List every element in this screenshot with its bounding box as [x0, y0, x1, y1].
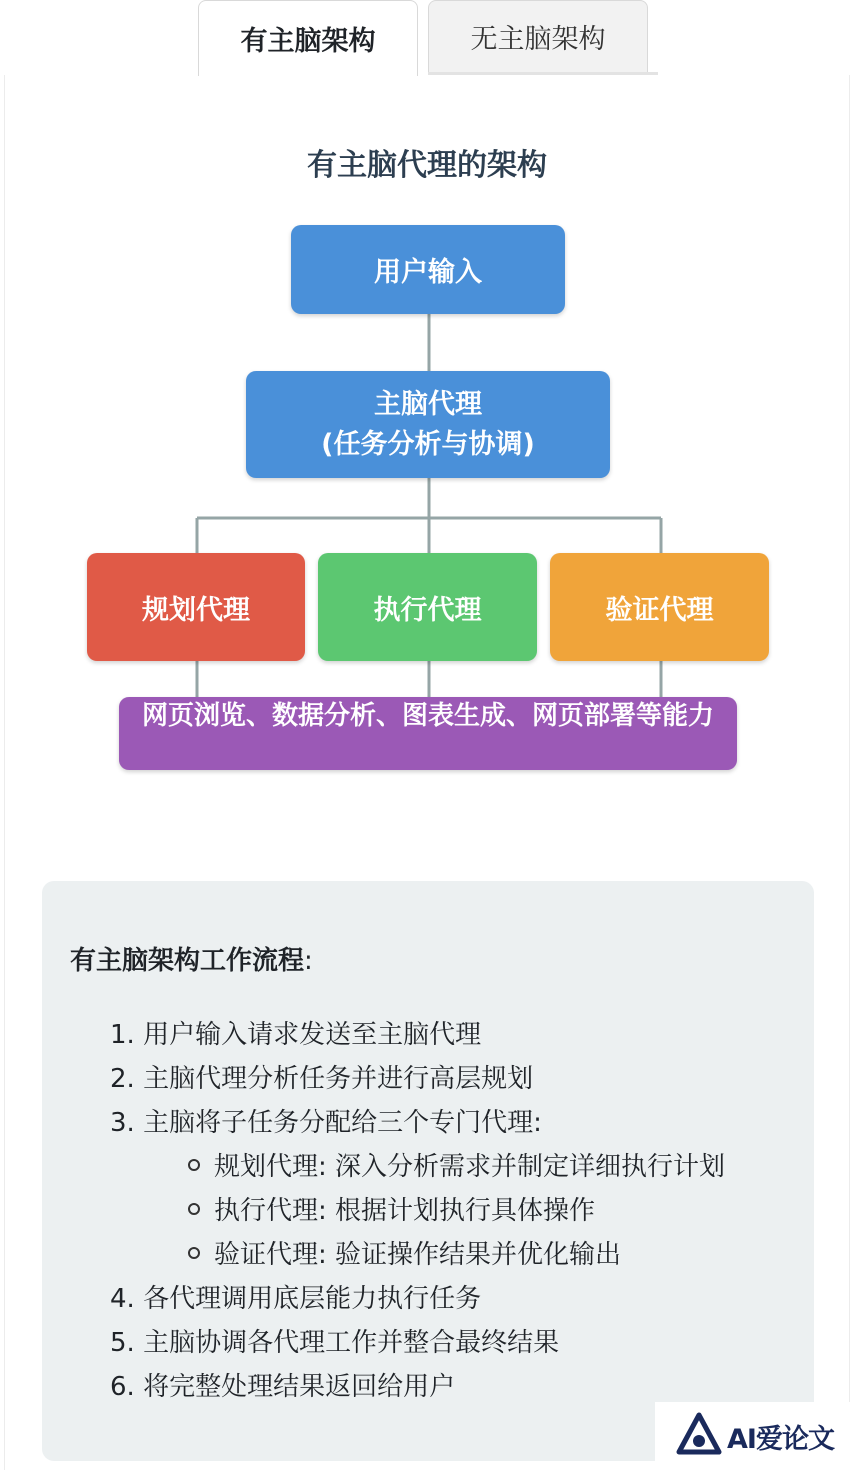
workflow-heading — [70, 940, 313, 977]
node-main-brain-subtitle: (任务分析与协调) — [321, 428, 535, 460]
workflow-step: 3. 主脑将子任务分配给三个专门代理: — [110, 1108, 542, 1138]
watermark-text: AI爱论文 — [727, 1423, 834, 1455]
tab-with-brain[interactable]: 有主脑架构 — [198, 0, 418, 76]
watermark — [655, 1402, 854, 1470]
node-verification-agent: 验证代理 — [550, 553, 769, 661]
workflow-step: 6. 将完整处理结果返回给用户 — [110, 1372, 456, 1402]
node-main-brain-title: 主脑代理 — [374, 388, 482, 420]
workflow-substep — [188, 1190, 595, 1227]
node-capabilities: 网页浏览、数据分析、图表生成、网页部署等能力 — [119, 697, 737, 770]
workflow-heading-text: 有主脑架构工作流程 — [70, 946, 305, 976]
workflow-step: 2. 主脑代理分析任务并进行高层规划 — [110, 1064, 534, 1094]
workflow-step: 5. 主脑协调各代理工作并整合最终结果 — [110, 1328, 560, 1358]
diagram-title: 有主脑代理的架构 — [307, 148, 547, 183]
workflow-step: 1. 用户输入请求发送至主脑代理 — [110, 1020, 482, 1050]
bullet-icon — [188, 1203, 200, 1215]
workflow-substep-text: 验证代理: 验证操作结果并优化输出 — [214, 1240, 622, 1270]
node-execution-agent: 执行代理 — [318, 553, 537, 661]
tab-without-brain[interactable]: 无主脑架构 — [428, 0, 648, 72]
workflow-substep — [188, 1234, 621, 1271]
bullet-icon — [188, 1247, 200, 1259]
node-user-input: 用户输入 — [291, 225, 565, 314]
node-planning-agent: 规划代理 — [87, 553, 305, 661]
workflow-substep — [188, 1146, 725, 1183]
bullet-icon — [188, 1159, 200, 1171]
workflow-heading-colon: : — [304, 946, 313, 976]
workflow-substep-text: 规划代理: 深入分析需求并制定详细执行计划 — [214, 1152, 726, 1182]
node-main-brain — [246, 371, 610, 478]
workflow-step: 4. 各代理调用底层能力执行任务 — [110, 1284, 482, 1314]
ai-logo-icon — [675, 1412, 723, 1460]
workflow-substep-text: 执行代理: 根据计划执行具体操作 — [214, 1196, 596, 1226]
